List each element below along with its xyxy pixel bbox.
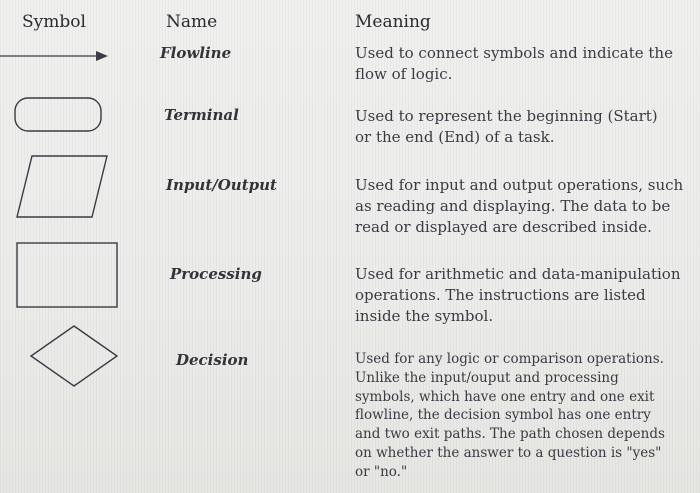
processing-rectangle-icon xyxy=(16,242,120,310)
meaning-terminal: Used to represent the beginning (Start) or the end (End) of a task. xyxy=(355,107,658,146)
meaning-processing: Used for arithmetic and data-manipulation operations. The instructions are listed inside the symbol. xyxy=(355,265,681,325)
header-symbol: Symbol xyxy=(22,12,86,32)
terminal-rounded-rect-icon xyxy=(14,97,104,133)
meaning-flowline: Used to connect symbols and indicate the flow of logic. xyxy=(355,44,673,83)
name-decision: Decision xyxy=(176,351,249,369)
header-meaning: Meaning xyxy=(355,12,431,32)
input-output-parallelogram-icon xyxy=(14,154,110,220)
meaning-decision: Used for any logic or comparison operations. Unlike the input/ouput and processing symbols, which have one entry and one exit flowline, the decision symbol has one entry and two exit paths. The path chosen depends on whether the answer to a question is "yes" or "no." xyxy=(355,351,665,480)
name-input-output: Input/Output xyxy=(166,176,277,194)
decision-diamond-icon xyxy=(28,324,120,388)
name-flowline: Flowline xyxy=(160,44,232,62)
name-terminal: Terminal xyxy=(164,106,239,124)
meaning-input-output: Used for input and output operations, such as reading and displaying. The data to be read or displayed are described inside. xyxy=(355,176,684,236)
name-processing: Processing xyxy=(170,265,262,283)
flowline-arrow-icon xyxy=(0,49,112,63)
header-name: Name xyxy=(166,12,218,32)
